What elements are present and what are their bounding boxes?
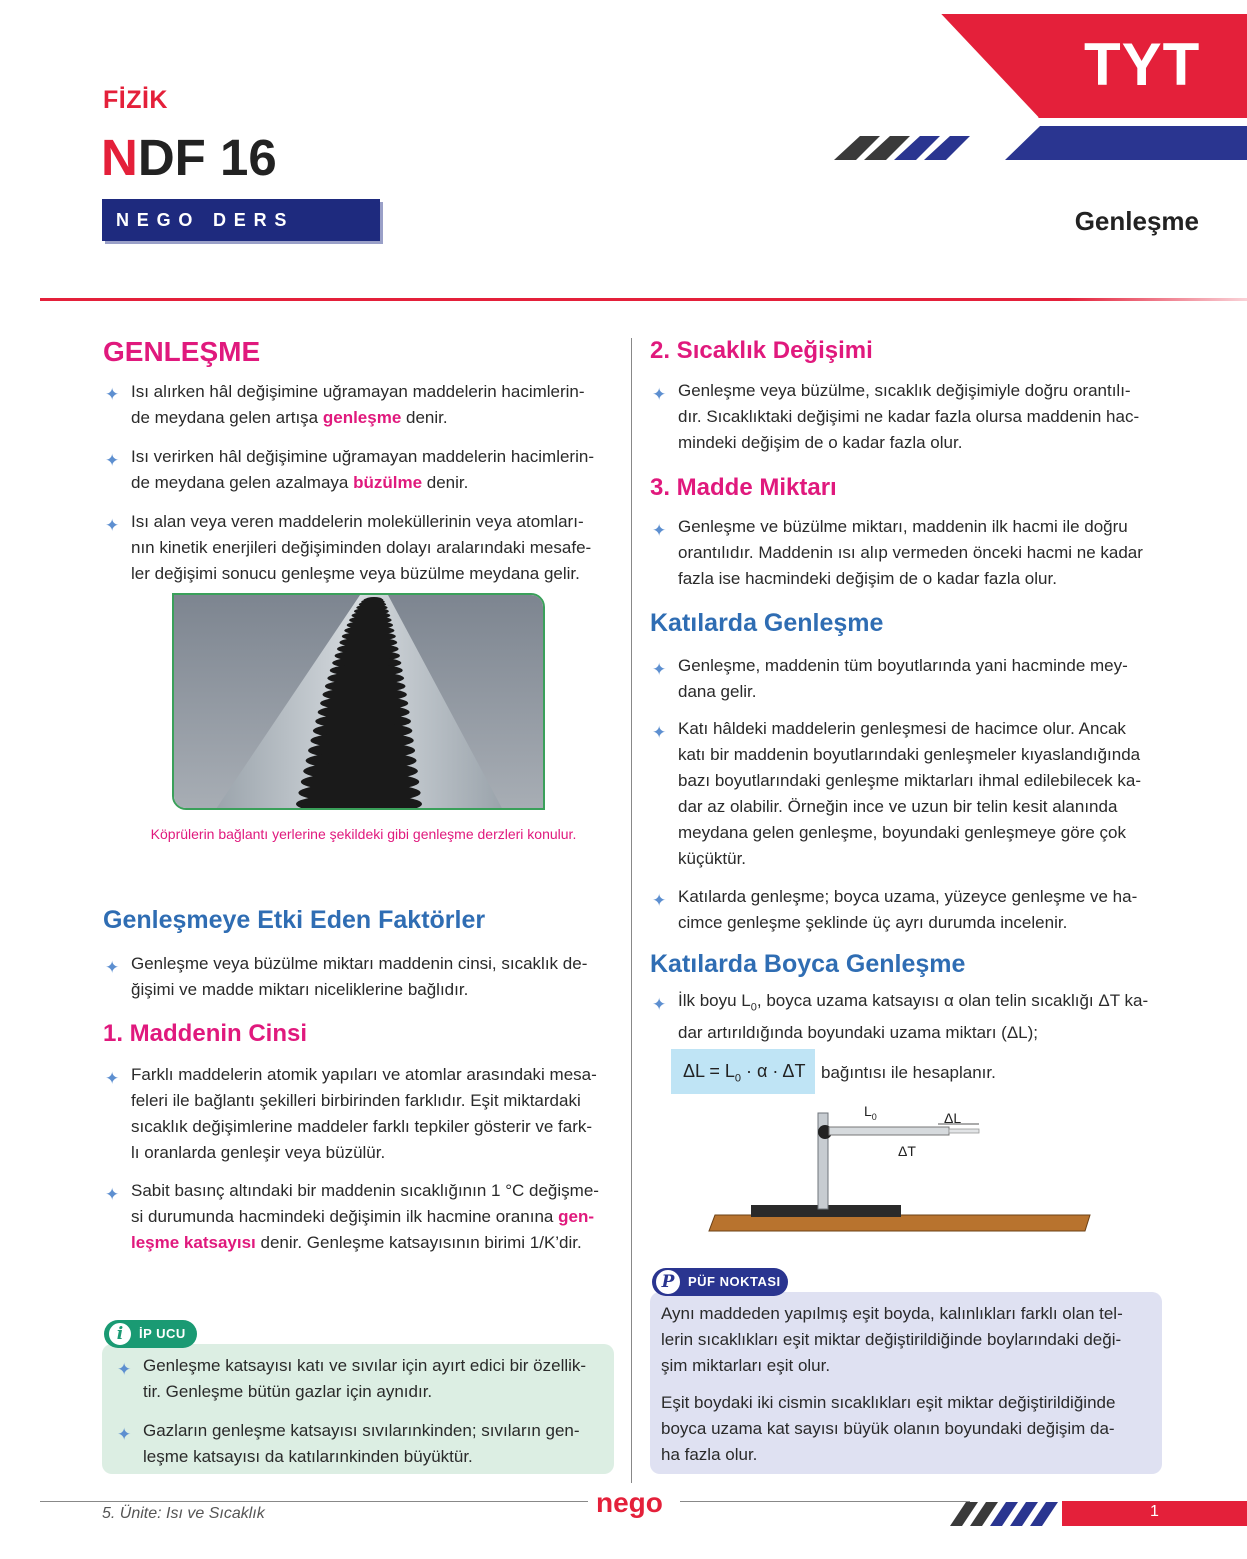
subsection-title-material: 1. Maddenin Cinsi	[103, 1020, 308, 1047]
bullet-icon: ✦	[105, 1069, 120, 1088]
text-span: denir. Genleşme katsayısının birimi 1/K’dir.	[255, 1233, 582, 1252]
puf-badge-label: PÜF NOKTASI	[688, 1274, 781, 1289]
text-line: Katı hâldeki maddelerin genleşmesi de hacimce olur. Ancak	[678, 719, 1126, 738]
code-first-letter: N	[101, 129, 138, 186]
topic-title: Genleşme	[1074, 206, 1199, 236]
subscript: 0	[871, 1111, 877, 1122]
info-icon: i	[107, 1321, 133, 1347]
text-span: de meydana gelen azalmaya	[131, 473, 354, 492]
text-span: denir.	[401, 408, 448, 427]
paragraph-solids-2	[678, 716, 1164, 872]
linear-expansion-apparatus	[705, 1105, 1100, 1235]
text-line: mindeki değişim de o kadar fazla olur.	[678, 433, 963, 452]
expansion-joint-photo	[172, 593, 545, 810]
text-line: Isı alırken hâl değişimine uğramayan maddelerin hacimlerin-	[131, 382, 585, 401]
bullet-icon: ✦	[652, 385, 667, 404]
puf-icon: P	[654, 1268, 682, 1296]
text-line: cimce genleşme şeklinde üç ayrı durumda incelenir.	[678, 913, 1068, 932]
text-line: ler değişimi sonucu genleşme veya büzülme meydana gelir.	[131, 564, 580, 583]
text-line: Genleşme, maddenin tüm boyutlarında yani hacminde mey-	[678, 656, 1128, 675]
bullet-icon: ✦	[652, 521, 667, 540]
logo-text: nego	[596, 1487, 663, 1518]
text-line: şim miktarları eşit olur.	[661, 1356, 831, 1375]
text-span: de meydana gelen artışa	[131, 408, 323, 427]
bullet-icon: ✦	[117, 1360, 132, 1379]
bullet-icon: ✦	[652, 891, 667, 910]
paragraph-genlesme-def	[131, 379, 617, 431]
paragraph-coefficient	[131, 1178, 617, 1256]
text-line: Katılarda genleşme; boyca uzama, yüzeyce genleşme ve ha-	[678, 887, 1138, 906]
tip-item-2	[143, 1418, 605, 1470]
text-line: lı oranlarda genleşir veya büzülür.	[131, 1143, 386, 1162]
text-line: dana gelir.	[678, 682, 757, 701]
paragraph-temperature	[678, 378, 1164, 456]
section-title-solids: Katılarda Genleşme	[650, 609, 884, 637]
text-line: Genleşme veya büzülme miktarı maddenin cinsi, sıcaklık de-	[131, 954, 588, 973]
text-line: orantılıdır. Maddenin ısı alıp vermeden önceki hacmi ne kadar	[678, 543, 1143, 562]
code-rest: DF 16	[137, 129, 277, 186]
text-line: Isı alan veya veren maddelerin moleküllerinin veya atomları-	[131, 512, 584, 531]
text-span: denir.	[422, 473, 469, 492]
text-line: Eşit boydaki iki cismin sıcaklıkları eşit miktar değiştirildiğinde	[661, 1393, 1116, 1412]
text-line: boyca uzama kat sayısı büyük olanın boyundaki değişim da-	[661, 1419, 1115, 1438]
bullet-icon: ✦	[652, 723, 667, 742]
subsection-title-amount: 3. Madde Miktarı	[650, 474, 837, 501]
text-line: feleri ile bağlantı şekilleri birbirinden farklıdır. Eşit miktardaki	[131, 1091, 581, 1110]
text-line: bazı boyutlarındaki genleşme miktarları ihmal edilebilecek ka-	[678, 771, 1141, 790]
text-line: Aynı maddeden yapılmış eşit boyda, kalınlıkları farklı olan tel-	[661, 1304, 1123, 1323]
footer-rule-right	[680, 1501, 970, 1502]
section-title-genlesme: GENLEŞME	[103, 336, 261, 367]
text-line: dar az olabilir. Örneğin ince ve uzun bir telin kesit alanında	[678, 797, 1118, 816]
formula-rhs: · α · ΔT	[741, 1061, 806, 1081]
figure-label-dT: ΔT	[898, 1143, 916, 1159]
text-line	[131, 1230, 617, 1256]
text-line	[131, 470, 617, 496]
subsection-title-temperature: 2. Sıcaklık Değişimi	[650, 337, 873, 364]
text-line: küçüktür.	[678, 849, 747, 868]
text-span: L	[864, 1103, 872, 1119]
expansion-joint-illustration	[174, 595, 545, 810]
tip-item-1	[143, 1353, 605, 1405]
puf-paragraph-1	[661, 1301, 1153, 1379]
highlight-buzulme: büzülme	[353, 473, 423, 492]
bullet-icon: ✦	[117, 1425, 132, 1444]
text-line: ha fazla olur.	[661, 1445, 758, 1464]
text-line: ğişimi ve madde miktarı niceliklerine bağlıdır.	[131, 980, 469, 999]
highlight-coefficient-b: leşme katsayısı	[131, 1233, 256, 1252]
formula-box	[671, 1049, 815, 1094]
series-banner: NEGO DERS FÖYÜ	[102, 199, 380, 241]
text-line: fazla ise hacmindeki değişim de o kadar fazla olur.	[678, 569, 1057, 588]
bullet-icon: ✦	[652, 995, 667, 1014]
text-line: nın kinetik enerjileri değişiminden dolayı aralarındaki mesafe-	[131, 538, 592, 557]
paragraph-molecular	[131, 509, 617, 587]
formula-subscript: 0	[734, 1072, 742, 1085]
bullet-icon: ✦	[105, 1185, 120, 1204]
figure-label-dL: ΔL	[944, 1110, 962, 1126]
highlight-genlesme: genleşme	[322, 408, 402, 427]
nego-logo	[592, 1482, 678, 1522]
section-title-linear: Katılarda Boyca Genleşme	[650, 950, 966, 978]
text-line	[678, 988, 1164, 1020]
paragraph-factors	[131, 951, 617, 1003]
bullet-icon: ✦	[652, 660, 667, 679]
text-line: dar artırıldığında boyundaki uzama miktarı (ΔL);	[678, 1023, 1039, 1043]
bullet-icon: ✦	[105, 385, 120, 404]
paragraph-linear	[678, 988, 1164, 1046]
footer-unit-label: 5. Ünite: Isı ve Sıcaklık	[102, 1505, 265, 1522]
text-line: Farklı maddelerin atomik yapıları ve atomlar arasındaki mesa-	[131, 1065, 597, 1084]
text-line: dır. Sıcaklıktaki değişimi ne kadar fazla olursa maddenin hac-	[678, 407, 1140, 426]
photo-caption: Köprülerin bağlantı yerlerine şekildeki gibi genleşme derzleri konulur.	[150, 826, 577, 842]
formula-lhs: ΔL = L	[683, 1061, 735, 1081]
bullet-icon: ✦	[105, 516, 120, 535]
footer-rule-left	[40, 1501, 588, 1502]
subject-label: FİZİK	[103, 86, 168, 114]
text-line: Genleşme katsayısı katı ve sıvılar için ayırt edici bir özellik-	[143, 1356, 587, 1375]
text-line: katı bir maddenin boyutlarındaki genleşmeler kıyaslandığında	[678, 745, 1141, 764]
bullet-icon: ✦	[105, 451, 120, 470]
paragraph-material	[131, 1062, 617, 1166]
puf-paragraph-2	[661, 1390, 1153, 1468]
text-line: meydana gelen genleşme, boyundaki genleşmeye göre çok	[678, 823, 1126, 842]
text-span: si durumunda hacmindeki değişimin ilk hacmine oranına	[131, 1207, 559, 1226]
paragraph-solids-3	[678, 884, 1164, 936]
figure-label-L0	[864, 1103, 877, 1122]
paragraph-solids-1	[678, 653, 1164, 705]
text-line: Sabit basınç altındaki bir maddenin sıcaklığının 1 °C değişme-	[131, 1181, 599, 1200]
text-line: Gazların genleşme katsayısı sıvılarınkinden; sıvıların gen-	[143, 1421, 580, 1440]
subscript: 0	[750, 1001, 757, 1014]
text-line: Isı verirken hâl değişimine uğramayan maddelerin hacimlerin-	[131, 447, 594, 466]
text-line	[131, 405, 617, 431]
document-code	[101, 128, 277, 187]
text-line: lerin sıcaklıkları eşit miktar değiştirildiğinde boylarındaki deği-	[661, 1330, 1122, 1349]
text-line: leşme katsayısı da katılarınkinden büyüktür.	[143, 1447, 473, 1466]
paragraph-buzulme-def	[131, 444, 617, 496]
text-line: tir. Genleşme bütün gazlar için aynıdır.	[143, 1382, 433, 1401]
bullet-icon: ✦	[105, 958, 120, 977]
text-span: , boyca uzama katsayısı α olan telin sıcaklığı ΔT ka-	[756, 991, 1149, 1010]
highlight-coefficient-a: gen-	[558, 1207, 594, 1226]
column-divider	[631, 338, 632, 1483]
tip-badge-label: İP UCU	[139, 1326, 186, 1341]
header-divider	[40, 298, 1247, 301]
level-label: TYT	[1084, 31, 1201, 98]
text-line: sıcaklık değişimlerine maddeler farklı tepkiler gösterir ve fark-	[131, 1117, 593, 1136]
footer-stripes-graphic	[950, 1498, 1060, 1526]
text-span: İlk boyu L	[678, 991, 751, 1010]
text-line: Genleşme ve büzülme miktarı, maddenin ilk hacmi ile doğru	[678, 517, 1128, 536]
text-line	[131, 1204, 617, 1230]
page-number: 1	[1150, 1503, 1159, 1520]
section-title-factors: Genleşmeye Etki Eden Faktörler	[103, 906, 486, 934]
text-line: Genleşme veya büzülme, sıcaklık değişimiyle doğru orantılı-	[678, 381, 1131, 400]
paragraph-amount	[678, 514, 1164, 592]
formula-note: bağıntısı ile hesaplanır.	[821, 1063, 996, 1082]
